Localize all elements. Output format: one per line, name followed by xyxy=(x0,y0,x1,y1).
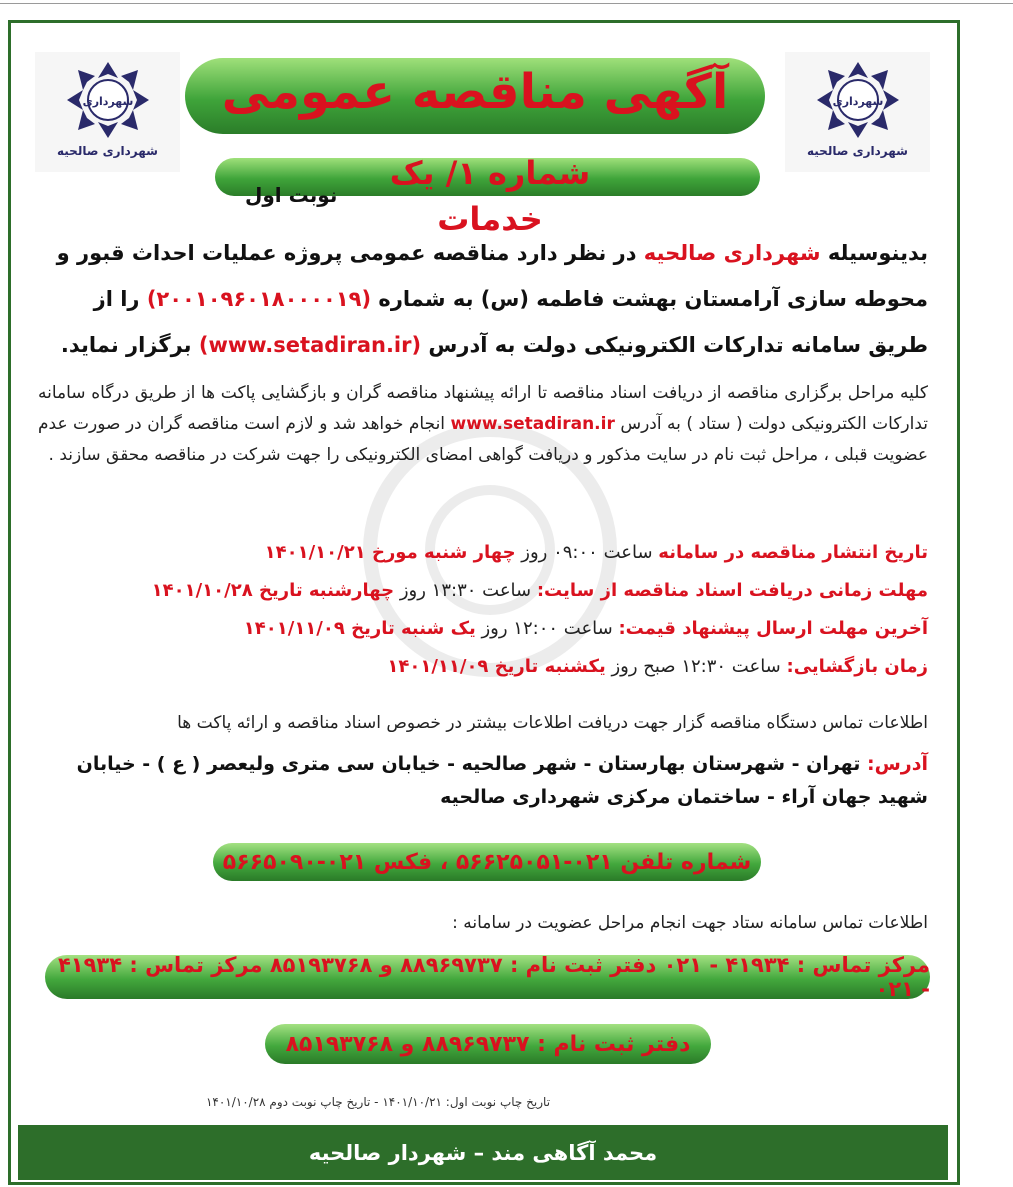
date-publish xyxy=(38,538,928,568)
date-highlight: یکشنبه تاریخ ۱۴۰۱/۱۱/۰۹ xyxy=(387,656,606,677)
body-text: انجام خواهد شد و لازم است مناقصه گران در صورت عدم عضویت قبلی ، مراحل ثبت نام در سایت مذکور و دریافت گواهی امضای الکترونیکی را جهت شرکت در مناقصه محقق سازند . xyxy=(38,414,928,465)
round-label: نوبت اول xyxy=(245,183,338,207)
date-value: ساعت ۰۹:۰۰ روز xyxy=(515,542,659,563)
municipality-emblem-icon xyxy=(813,60,903,140)
intro-paragraph xyxy=(38,230,928,368)
website-link[interactable]: (www.setadiran.ir) xyxy=(198,333,422,357)
date-docs-deadline xyxy=(38,576,928,606)
date-highlight: چهارشنبه تاریخ ۱۴۰۱/۱۰/۲۸ xyxy=(151,580,395,601)
website-link[interactable]: www.setadiran.ir xyxy=(450,414,615,434)
logo-right xyxy=(785,52,930,172)
subtitle: شماره ۱/ یک خدمات xyxy=(389,154,591,238)
emblem-text: شهرداری xyxy=(832,95,883,108)
top-rule xyxy=(0,3,1013,4)
date-value: ساعت ۱۲:۳۰ صبح روز xyxy=(605,656,787,677)
setad-info: اطلاعات تماس سامانه ستاد جهت انجام مراحل عضویت در سامانه : xyxy=(452,913,928,933)
date-label: زمان بازگشایی: xyxy=(786,656,928,677)
address-text: تهران - شهرستان بهارستان - شهر صالحیه - خیابان سی متری ولیعصر ( ع ) - خیابان شهید جهان آراء - ساختمان مرکزی شهرداری صالحیه xyxy=(76,753,928,808)
date-opening xyxy=(38,652,928,682)
logo-left xyxy=(35,52,180,172)
org-name: شهرداری صالحیه xyxy=(643,241,821,265)
page-title: آگهی مناقصه عمومی xyxy=(221,64,729,120)
logo-caption: شهرداری صالحیه xyxy=(57,144,158,158)
intro-text: در نظر دارد مناقصه عمومی پروژه عملیات احداث قبور و محوطه سازی آرامستان بهشت فاطمه (س) به شماره xyxy=(56,241,928,311)
date-bid-deadline xyxy=(38,614,928,644)
phone-banner: شماره تلفن ۰۲۱-۵۶۶۲۵۰۵۱ ، فکس ۰۲۱-۵۶۶۵۰۹۰ xyxy=(213,843,761,881)
date-highlight: چهار شنبه مورخ ۱۴۰۱/۱۰/۲۱ xyxy=(264,542,516,563)
date-value: ساعت ۱۳:۳۰ روز xyxy=(394,580,537,601)
date-label: مهلت زمانی دریافت اسناد مناقصه از سایت: xyxy=(536,580,928,601)
date-highlight: یک شنبه تاریخ ۱۴۰۱/۱۱/۰۹ xyxy=(243,618,476,639)
contact-info: اطلاعات تماس دستگاه مناقصه گزار جهت دریافت اطلاعات بیشتر در خصوص اسناد مناقصه و ارائه پاکت ها xyxy=(177,713,928,733)
intro-text: را از طریق سامانه تدارکات الکترونیکی دولت به آدرس xyxy=(93,287,928,357)
footer-signature: محمد آگاهی مند – شهردار صالحیه xyxy=(18,1125,948,1180)
date-value: ساعت ۱۲:۰۰ روز xyxy=(475,618,619,639)
logo-caption: شهرداری صالحیه xyxy=(807,144,908,158)
body-paragraph xyxy=(38,378,928,471)
emblem-text: شهرداری xyxy=(82,95,133,108)
call-center-banner: مرکز تماس : ۴۱۹۳۴ - ۰۲۱ دفتر ثبت نام : ۸۸۹۶۹۷۳۷ و ۸۵۱۹۳۷۶۸ مرکز تماس : ۴۱۹۳۴ - ۰۲۱ xyxy=(45,955,930,999)
intro-text: برگزار نماید. xyxy=(60,333,199,357)
address-block xyxy=(38,748,928,814)
print-dates: تاریخ چاپ نوبت اول: ۱۴۰۱/۱۰/۲۱ - تاریخ چاپ نوبت دوم ۱۴۰۱/۱۰/۲۸ xyxy=(205,1095,551,1109)
intro-text: بدینوسیله xyxy=(820,241,928,265)
registration-banner: دفتر ثبت نام : ۸۸۹۶۹۷۳۷ و ۸۵۱۹۳۷۶۸ xyxy=(265,1024,711,1064)
municipality-emblem-icon xyxy=(63,60,153,140)
address-label: آدرس: xyxy=(866,753,928,775)
date-label: تاریخ انتشار مناقصه در سامانه xyxy=(658,542,928,563)
body-text: کلیه مراحل برگزاری مناقصه از دریافت اسناد مناقصه تا ارائه پیشنهاد مناقصه گران و بازگشایی پاکت ها از طریق درگاه سامانه تدارکات الکترونیکی دولت ( ستاد ) به آدرس xyxy=(38,383,929,434)
date-label: آخرین مهلت ارسال پیشنهاد قیمت: xyxy=(618,618,928,639)
tender-number: (۲۰۰۱۰۹۶۰۱۸۰۰۰۰۱۹) xyxy=(146,287,372,311)
